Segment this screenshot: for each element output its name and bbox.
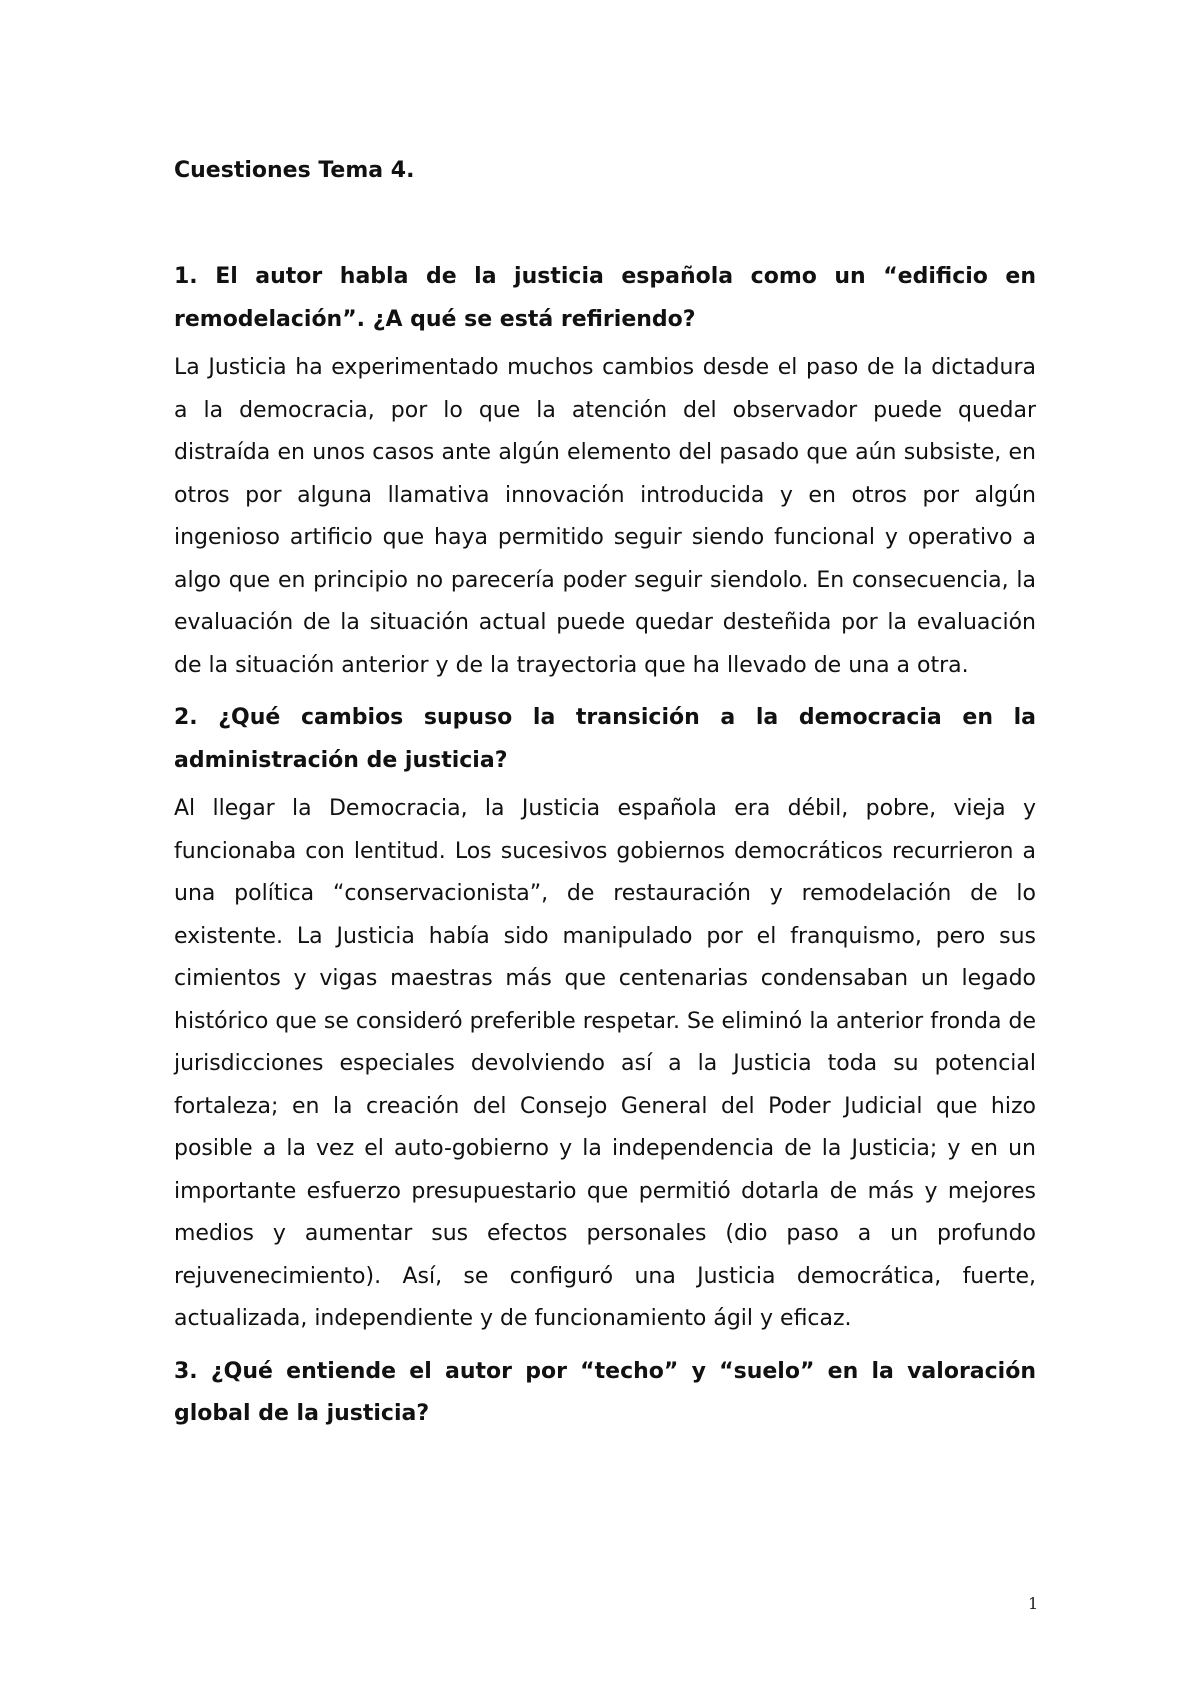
answer-2: Al llegar la Democracia, la Justicia española era débil, pobre, vieja y funcionaba con lentitud. Los sucesivos gobiernos democráticos recurrieron a una política “conservacionista”, de restauración y remodelación de lo existente. La Justicia había sido manipulado por el franquismo, pero sus cimientos y vigas maestras más que centenarias condensaban un legado histórico que se consideró preferible respetar. Se eliminó la anterior fronda de jurisdicciones especiales devolviendo así a la Justicia toda su potencial fortaleza; en la creación del Consejo General del Poder Judicial que hizo posible a la vez el auto-gobierno y la independencia de la Justicia; y en un importante esfuerzo presupuestario que permitió dotarla de más y mejores medios y aumentar sus efectos personales (dio paso a un profundo rejuvenecimiento). Así, se configuró una Justicia democrática, fuerte, actualizada, independiente y de funcionamiento ágil y eficaz. bbox=[174, 796, 1036, 1331]
page-number: 1 bbox=[1028, 1594, 1039, 1613]
question-1: 1. El autor habla de la justicia española como un “edificio en remodelación”. ¿A qué se está refiriendo? bbox=[174, 264, 1036, 332]
question-3: 3. ¿Qué entiende el autor por “techo” y “suelo” en la valoración global de la justicia? bbox=[174, 1358, 1036, 1426]
document-body bbox=[174, 150, 1036, 1442]
question-2: 2. ¿Qué cambios supuso la transición a la democracia en la administración de justicia? bbox=[174, 705, 1036, 773]
answer-1: La Justicia ha experimentado muchos cambios desde el paso de la dictadura a la democracia, por lo que la atención del observador puede quedar distraída en unos casos ante algún elemento del pasado que aún subsiste, en otros por alguna llamativa innovación introducida y en otros por algún ingenioso artificio que haya permitido seguir siendo funcional y operativo a algo que en principio no parecería poder seguir siendolo. En consecuencia, la evaluación de la situación actual puede quedar desteñida por la evaluación de la situación anterior y de la trayectoria que ha llevado de una a otra. bbox=[174, 355, 1036, 678]
document-title: Cuestiones Tema 4. bbox=[174, 158, 415, 183]
